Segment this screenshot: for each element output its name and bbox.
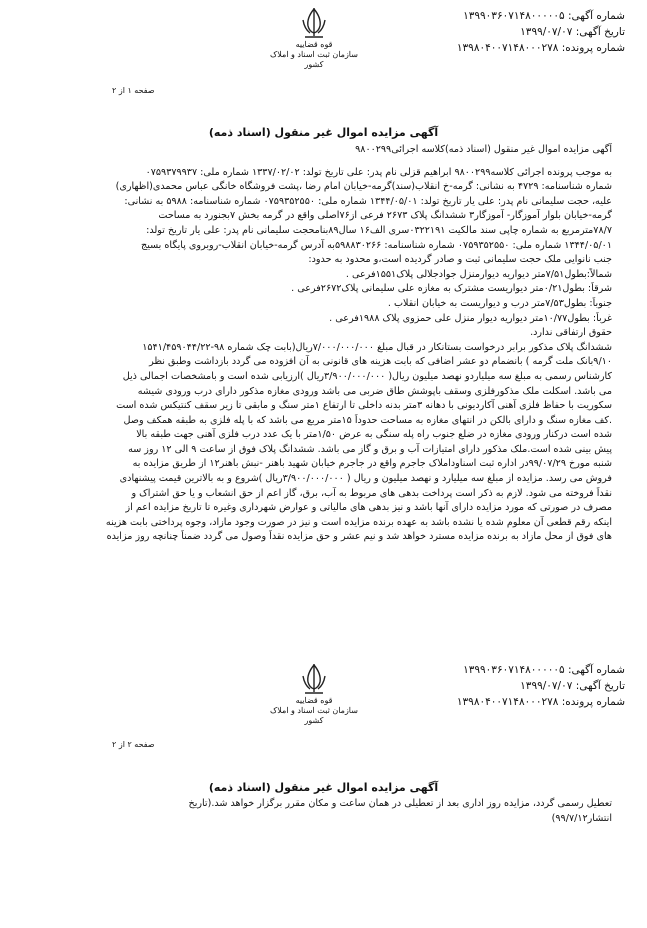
ad-date: تاریخ آگهی: ۱۳۹۹/۰۷/۰۷: [520, 26, 625, 38]
text-line: های فوق از محل مازاد به برنده مزایده مسترد خواهد شد و نیم عشر و حق مزایده نقداً وصول می گردد ضمناً چنانچه روز مزایده: [106, 531, 612, 543]
page1-body: [38, 143, 612, 545]
org-line-1: قوه قضاییه: [295, 40, 333, 49]
emblem-icon: [299, 6, 329, 40]
text-line: می باشد. اسکلت ملک مذکورفلزی وسقف باپوشش طاق ضربی می باشد ورودی مغازه مذکور دارای درب ورودی شیشه: [137, 385, 612, 397]
text-line: ششدانگ پلاک مذکور برابر درخواست بستانکار در قبال مبلغ ۷/۰۰۰/۰۰۰/۰۰۰ریال(بابت چک شماره ۹۸-۱۵۴۱/۴۵۹۰۴۴/۲۲: [142, 341, 612, 353]
text-line: شنبه مورخ ۹۹/۰۷/۲۹در اداره ثبت اسناوداملاک جاجرم واقع در جاجرم خیابان شهید باهنر -نبش باهنر۱۲ از طریق مزایده به: [132, 458, 612, 470]
page2-heading: آگهی مزایده اموال غیر منقول (اسناد ذمه): [208, 781, 439, 794]
org-line-1: قوه قضاییه: [295, 696, 333, 705]
org-line-2: سازمان ثبت اسناد و املاک کشور: [270, 706, 358, 725]
judiciary-emblem: [268, 662, 360, 726]
text-line: سکوریت با حفاظ فلزی آهنی آکاردیونی با دهانه ۳متر بدنه داخلی تا ارتفاع ۱متر سنگ و مابقی تا زیر سقف کنتیکس شده است: [116, 400, 612, 412]
bound-west: غرباً: بطول۱۰/۷۷متر دیواریه دیوار منزل علی حمزوی پلاک ۱۹۸۸فرعی .: [329, 312, 612, 324]
judiciary-emblem: [268, 6, 360, 70]
page-number: صفحه ۲ از ۲: [112, 740, 155, 749]
page2-meta: [457, 662, 625, 710]
text-line: کارشناس رسمی به مبلغ سه میلیاردو نهصد میلیون ریال( ۳/۹۰۰/۰۰۰/۰۰۰ریال )ارزیابی شده است و بامشخصات اجمالی ذیل: [122, 370, 612, 382]
ad-date: تاریخ آگهی: ۱۳۹۹/۰۷/۰۷: [520, 680, 625, 692]
bound-north: شمالاً:بطول۷/۵۱متر دیواریه دیوارمنزل جوادجلالی پلاک۱۵۵۱فرعی .: [345, 268, 612, 280]
page1-heading: آگهی مزایده اموال غیر منقول (اسناد ذمه): [208, 126, 439, 139]
page1-meta: [457, 8, 625, 56]
text-line: ۹/۱۰بانک ملت گرمه ) بانضمام دو عشر اضافی که بابت هزینه های قانونی به آن افزوده می گردد بازداشت وطبق نظر: [149, 356, 612, 368]
text-line: نقداً فروخته می شود. لازم به ذکر است پرداخت بدهی های مربوط به آب، برق، گاز اعم از حق انشعاب و یا حق اشتراک و: [131, 487, 612, 499]
emblem-icon: [299, 662, 329, 696]
text-line: ۱۳۴۴/۰۵/۰۱ شماره ملی: ۰۷۵۹۳۵۲۵۵۰ شماره شناسنامه: ۵۹۸۸۳۰۲۶۶به آدرس گرمه-خیابان انقلاب-روبروی پایگاه بسیج: [141, 239, 612, 251]
file-number: شماره پرونده: ۱۳۹۸۰۴۰۰۷۱۴۸۰۰۰۲۷۸: [456, 42, 625, 54]
page-number: صفحه ۱ از ۲: [112, 86, 155, 95]
text-line: پیش بینی شده است.ملک مذکور دارای امتیازات آب و برق و گاز می باشد. ششدانگ پلاک فوق از ساعت ۹ الی ۱۲ روز سه: [128, 443, 612, 455]
ad-number: شماره آگهی: ۱۳۹۹۰۳۶۰۷۱۴۸۰۰۰۰۰۵: [463, 664, 625, 676]
text-line: شماره شناسنامه: ۴۷۲۹ به نشانی: گرمه-خ انقلاب(سند)گرمه-خیابان امام رضا ،پشت فروشگاه خانگی عباس محمدی(اظهاری): [115, 181, 612, 193]
ad-number: شماره آگهی: ۱۳۹۹۰۳۶۰۷۱۴۸۰۰۰۰۰۵: [463, 10, 625, 22]
bound-east: شرقاً: بطول۰/۲۱متر دیواریست مشترک به مغازه علی سلیمانی پلاک۲۶۷۲فرعی .: [291, 283, 612, 295]
text-line: انتشار۹۹/۷/۱۲): [551, 812, 612, 824]
text-line: به موجب پرونده اجرائی کلاسه۹۸۰۰۲۹۹ ابراهیم قزلی نام پدر: علی تاریخ تولد: ۱۳۳۷/۰۲/۰۲ شماره ملی: ۰۷۵۹۳۷۹۹۳۷: [145, 166, 612, 178]
text-line: جنب نانوایی ملک حجت سلیمانی ثبت و صادر گردیده است،و محدود به حدود:: [308, 254, 612, 266]
bound-south: جنوباً: بطول۷/۵۳متر درب و دیواریست به خیابان انقلاب .: [387, 297, 612, 309]
org-line-2: سازمان ثبت اسناد و املاک کشور: [270, 50, 358, 69]
paragraph-2: [38, 341, 612, 545]
text-line: مصرف در صورتی که مورد مزایده دارای آنها باشد و نیز بدهی های مالیاتی و عوارض شهرداری وغیره تا تاریخ مزایده اعم از: [125, 502, 612, 514]
paragraph-1: [38, 166, 612, 268]
property-bounds: [38, 268, 612, 341]
text-line: .کف مغازه سنگ و دارای بالکن در انتهای مغازه به مساحت حدوداً ۱۵متر مربع می باشد که با پله فلزی به طبقه همکف وصل: [123, 414, 612, 426]
page2-body: [38, 797, 612, 826]
file-number: شماره پرونده: ۱۳۹۸۰۴۰۰۷۱۴۸۰۰۰۲۷۸: [456, 696, 625, 708]
text-line: علیه، حجت سلیمانی نام پدر: علی یار تاریخ تولد: ۱۳۴۴/۰۵/۰۱ شماره ملی: ۰۷۵۹۳۵۲۵۵۰ شماره شناسنامه: ۵۹۸۸ به نشانی:: [124, 195, 612, 207]
text-line: ۷۸/۷مترمربع به شماره چاپی سند مالکیت ۰۳۲۲۱۹۱سری الف۱۶ سال۸۹بنامحجت سلیمانی نام پدر: علی یار تاریخ تولد:: [146, 224, 612, 236]
text-line: شده است درکنار ورودی مغازه در ضلع جنوب راه پله سنگی به عرض ۱/۵۰متر با یک عدد درب فلزی آهنی جهت طبقه بالا: [136, 429, 612, 441]
subtitle-line: آگهی مزایده اموال غیر منقول (اسناد ذمه)کلاسه اجرائی۹۸۰۰۲۹۹: [355, 144, 612, 155]
text-line: گرمه-خیابان بلوار آموزگار- آموزگار۳ ششدانگ پلاک ۲۶۷۳ فرعی از۷۶اصلی واقع در گرمه بخش ۷بجنورد به مساحت: [158, 210, 612, 222]
text-line: اینکه رقم قطعی آن معلوم شده یا نشده باشد به عهده برنده مزایده است و نیز در صورت وجود مازاد، وجوه پرداختی بابت هزینه: [105, 516, 612, 528]
text-line: فروش می رسد. مزایده از مبلغ سه میلیارد و نهصد میلیون و ریال ( ۳/۹۰۰/۰۰۰/۰۰۰ریال )شروع و به بالاترین قیمت پیشنهادی: [119, 473, 612, 485]
easement-note: حقوق ارتفاقی ندارد.: [530, 327, 612, 339]
text-line: تعطیل رسمی گردد، مزایده روز اداری بعد از تعطیلی در همان ساعت و مکان مقرر برگزار خواهد شد.(تاریخ: [188, 798, 612, 809]
